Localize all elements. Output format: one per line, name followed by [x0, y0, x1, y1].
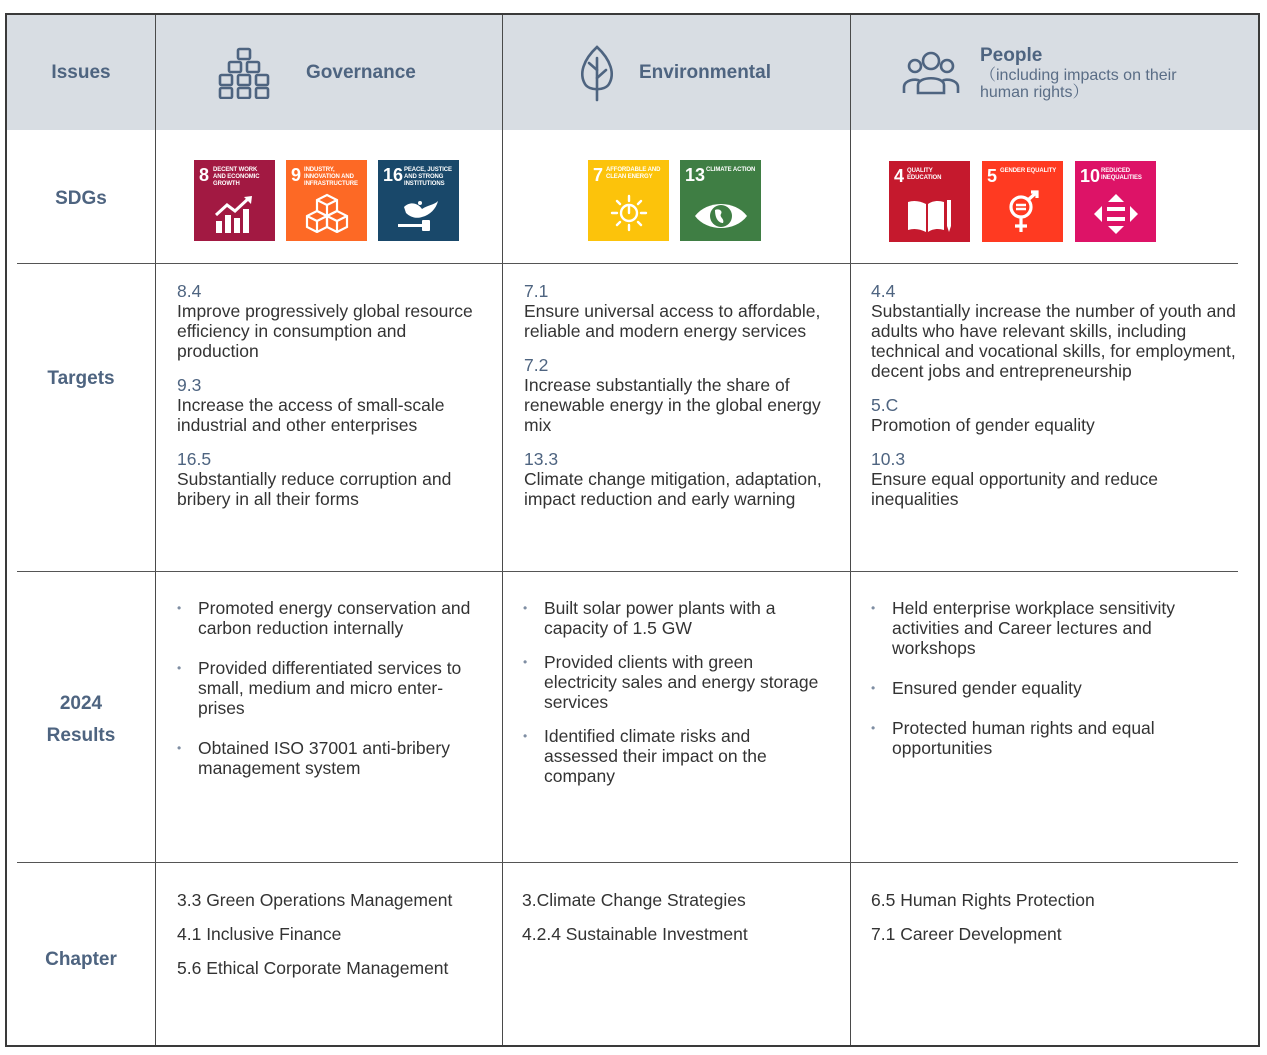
chapter-item: 6.5 Human Rights Protection — [871, 890, 1095, 910]
gender-symbol-icon — [1005, 190, 1041, 234]
target-item: 5.C Promotion of gender equality — [871, 395, 1095, 435]
column-divider — [850, 15, 851, 1045]
cubes-icon — [304, 193, 350, 233]
sdg-5-tile: 5 GENDER EQUALITY — [982, 161, 1063, 242]
result-item: • Ensured gender equality — [871, 678, 1211, 698]
result-item: • Obtained ISO 37001 anti-bribery management system — [177, 738, 489, 778]
result-item: • Held enterprise workplace sensitivity activities and Career lectures and workshops — [871, 598, 1211, 658]
result-item: • Provided clients with green electricity sales and energy storage services — [523, 652, 819, 712]
header-environmental-label: Environmental — [639, 61, 771, 83]
people-group-icon — [902, 49, 960, 97]
row-label-results: 2024 Results — [46, 693, 116, 746]
sun-power-icon — [609, 193, 649, 233]
chapters-people — [871, 890, 1211, 958]
header-issues: Issues — [51, 61, 111, 83]
growth-chart-icon — [213, 195, 257, 233]
header-governance-label: Governance — [306, 61, 416, 83]
sdg-icons-governance — [194, 160, 459, 241]
result-item: • Provided differentiated services to small, medium and micro enter-prises — [177, 658, 489, 718]
chapter-item: 7.1 Career Development — [871, 924, 1062, 944]
sdg-13-tile: 13 CLIMATE ACTION — [680, 160, 761, 241]
sdg-matrix-table — [5, 13, 1260, 1047]
chapter-item: 3.3 Green Operations Management — [177, 890, 453, 910]
chapters-governance — [177, 890, 497, 992]
sdg-icons-environmental — [588, 160, 761, 241]
targets-environmental — [524, 281, 824, 523]
header-governance — [217, 15, 416, 130]
result-item: • Identified climate risks and assessed their impact on the company — [523, 726, 819, 786]
target-item: 8.4 Improve progressively global resource efficiency in consumption and production — [177, 281, 473, 361]
row-label-chapter: Chapter — [45, 949, 117, 970]
chapter-item: 4.1 Inclusive Finance — [177, 924, 342, 944]
book-pencil-icon — [906, 198, 954, 234]
target-item: 13.3 Climate change mitigation, adaptation, impact reduction and early warning — [524, 449, 822, 509]
sdg-9-tile: 9 INDUSTRY, INNOVATION AND INFRASTRUCTURE — [286, 160, 367, 241]
row-label-targets: Targets — [47, 368, 115, 389]
chapter-item: 5.6 Ethical Corporate Management — [177, 958, 449, 978]
header-environmental — [577, 15, 771, 130]
chapters-environmental — [522, 890, 842, 958]
hierarchy-icon — [217, 47, 273, 99]
eye-globe-icon — [693, 199, 749, 233]
sdg-7-tile: 7 AFFORDABLE AND CLEAN ENERGY — [588, 160, 669, 241]
column-divider — [155, 15, 156, 1045]
result-item: • Built solar power plants with a capacity of 1.5 GW — [523, 598, 819, 638]
row-divider — [17, 862, 1238, 863]
row-label-sdgs: SDGs — [55, 188, 107, 209]
sdg-icons-people — [889, 161, 1156, 242]
chapter-item: 4.2.4 Sustainable Investment — [522, 924, 748, 944]
header-people-text — [980, 45, 1190, 101]
results-governance — [177, 598, 489, 798]
targets-people — [871, 281, 1239, 523]
row-divider — [17, 571, 1238, 572]
targets-governance — [177, 281, 487, 523]
target-item: 9.3 Increase the access of small-scale industrial and other enterprises — [177, 375, 445, 435]
sdg-4-tile: 4 QUALITY EDUCATION — [889, 161, 970, 242]
equality-arrows-icon — [1094, 194, 1138, 234]
header-people — [902, 15, 1190, 130]
results-people — [871, 598, 1211, 778]
result-item: • Protected human rights and equal opportunities — [871, 718, 1211, 758]
results-environmental — [523, 598, 819, 800]
row-divider — [17, 263, 1238, 264]
sdg-8-tile: 8 DECENT WORK AND ECONOMIC GROWTH — [194, 160, 275, 241]
sdg-10-tile: 10 REDUCED INEQUALITIES — [1075, 161, 1156, 242]
target-item: 7.1 Ensure universal access to affordable, reliable and modern energy services — [524, 281, 821, 341]
target-item: 4.4 Substantially increase the number of youth and adults who have relevant skills, including technical and vocational skills, for employment, decent jobs and entrepreneurship — [871, 281, 1236, 381]
result-item: • Promoted energy conservation and carbon reduction internally — [177, 598, 489, 638]
target-item: 16.5 Substantially reduce corruption and bribery in all their forms — [177, 449, 452, 509]
column-divider — [502, 15, 503, 1045]
target-item: 10.3 Ensure equal opportunity and reduce inequalities — [871, 449, 1159, 509]
leaf-icon — [577, 44, 617, 102]
chapter-item: 3.Climate Change Strategies — [522, 890, 746, 910]
header-people-subtitle: （including impacts on their human rights） — [980, 66, 1177, 101]
header-people-label: People — [980, 44, 1043, 66]
sdg-16-tile: 16 PEACE, JUSTICE AND STRONG INSTITUTIONS — [378, 160, 459, 241]
dove-gavel-icon — [396, 197, 442, 233]
target-item: 7.2 Increase substantially the share of renewable energy in the global energy mix — [524, 355, 821, 435]
